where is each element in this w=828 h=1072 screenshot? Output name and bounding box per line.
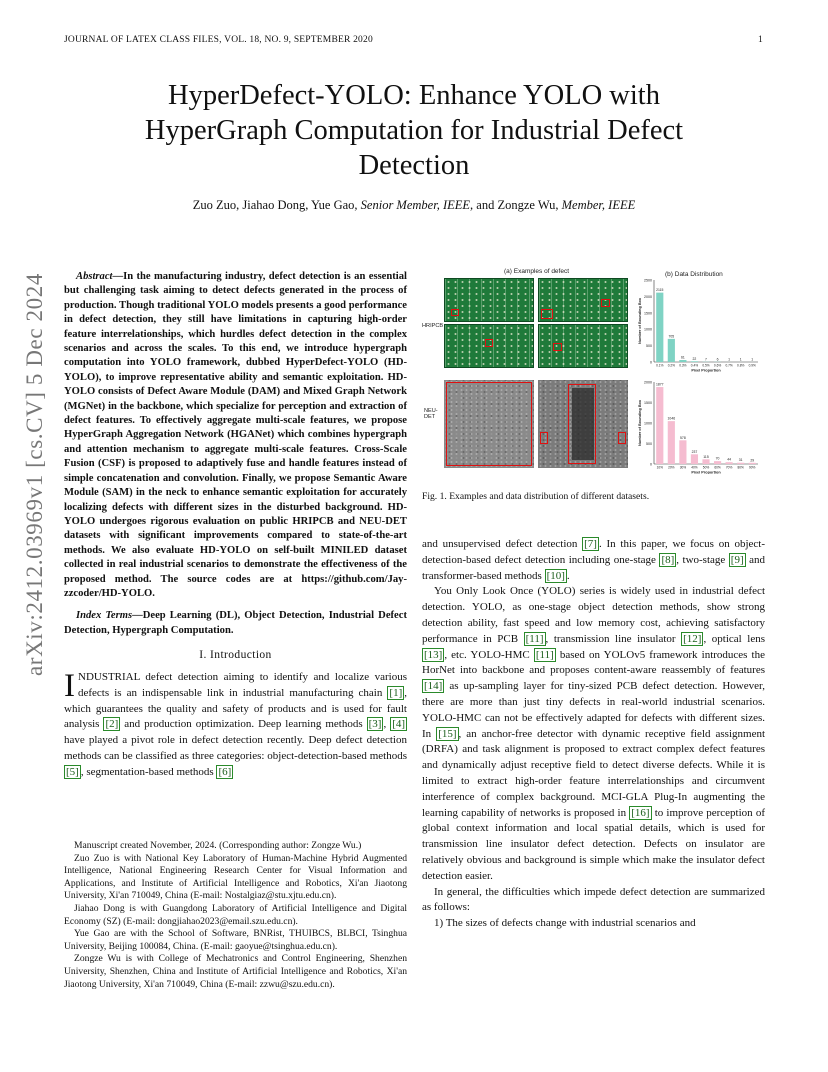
- x-tick-label: 0.3%: [679, 363, 687, 368]
- figure-1: [420, 268, 765, 473]
- x-tick-label: 0.9%: [748, 363, 756, 368]
- y-tick-label: 500: [646, 442, 652, 446]
- bar: [749, 463, 756, 464]
- x-tick-label: 0.6%: [713, 363, 722, 368]
- bar-value-label: 1046: [667, 416, 676, 421]
- citation-link[interactable]: [13]: [424, 648, 443, 661]
- footnotes: [64, 840, 407, 991]
- y-tick-label: 1000: [644, 421, 652, 426]
- citation-link[interactable]: [3]: [368, 718, 382, 731]
- paragraph: 1) The sizes of defects change with industrial scenarios and: [434, 917, 696, 930]
- bar: [691, 361, 698, 362]
- bar-value-label: 237: [691, 449, 698, 454]
- pcb-image: [538, 278, 628, 322]
- bar-value-label: 44: [727, 457, 732, 462]
- bar: [668, 339, 675, 362]
- x-tick-label: 0.1%: [656, 363, 664, 368]
- bar: [737, 463, 744, 464]
- bar-value-label: 2115: [656, 288, 664, 293]
- y-tick-label: 1500: [644, 401, 652, 405]
- x-tick-label: 0.2%: [667, 363, 675, 368]
- citation-link[interactable]: [2]: [105, 718, 119, 731]
- row-label-neudet: NEU-DET: [424, 408, 438, 421]
- row-label-hripcb: HRIPCB: [422, 323, 444, 329]
- footnote: Jiahao Dong is with Guangdong Laboratory of Artificial Intelligence and Digital Economy (SZ) (E-mail: dongjiahao2023@email.szu.edu.cn).: [64, 902, 407, 927]
- x-tick-label: 0.4%: [690, 363, 699, 368]
- bar: [656, 293, 663, 362]
- footnote: Yue Gao are with the School of Software, BNRist, THUIBCS, BLBCI, Tsinghua University, Beijing 100084, China. (E-mail: gaoyue@tsinghua.edu.cn).: [64, 928, 407, 952]
- bar-value-label: 6: [716, 357, 719, 362]
- bar-value-label: 31: [738, 458, 743, 463]
- citation-link[interactable]: [6]: [218, 765, 232, 778]
- bar: [679, 360, 686, 362]
- bar: [656, 387, 663, 464]
- bar-value-label: 61: [680, 355, 685, 360]
- bar-value-label: 578: [680, 435, 686, 440]
- data-distribution-charts: [630, 276, 765, 474]
- y-tick-label: 1500: [644, 311, 652, 316]
- y-tick-label: 0: [650, 360, 652, 365]
- abstract: Abstract—In the manufacturing industry, defect detection is an essential but challenging task aiming to detect defects generated in the process of production. Though traditional YOLO models presents a good performance in defect detection, they still have limitations in capturing high-order feature interrelationships, which hurdles defect detection in the complex scenarios and across the scales. To this end, we introduce hypergraph computation into YOLO framework, dubbed HyperDefect-YOLO (HD-YOLO), to improve representative ability and semantic exploitation. HD-YOLO consists of Defect Aware Module (DAM) and Mixed Graph Network (MGNet) in the backbone, which specialize for perception and extraction of defect features. To effectively aggregate multi-scale features, we propose HyperGraph Aggregation Network (HGANet) which combines hypergraph and attention mechanism to aggregate multi-scale features. Cross-Scale Fusion (CSF) is proposed to adaptively fuse and handle features instead of simple concatenation and convolution. Finally, we propose Semantic Aware Module (SAM) in the neck to enhance semantic exploitation for accurately localizing defects with different sizes in the disturbed background. HD-YOLO undergoes rigorous evaluation on public HRIPCB and NEU-DET datasets with significant improvements compared to state-of-the-art methods. We also evaluate HD-YOLO on self-built MINILED dataset collected in real industrial scenarios to demonstrate the effectiveness of the proposed method. The source codes are at https://github.com/Jay-zzcoder/HD-YOLO.: [64, 271, 407, 599]
- bar-value-label: 115: [703, 454, 709, 459]
- x-tick-label: 90%: [749, 465, 756, 470]
- x-axis-label: Pixel Proportion: [691, 470, 721, 474]
- x-tick-label: 60%: [714, 465, 721, 470]
- footnote: Zuo Zuo is with National Key Laboratory of Human-Machine Hybrid Augmented Intelligence, National Engineering Research Center for Visual Information and Applications, and Institute of Artificial Intelligence and Robotics, Xi'an Jiaotong University, Xi'an 710049, China (E-mail: Nostalgiaz@stu.xjtu.edu.cn).: [64, 852, 407, 902]
- x-axis-label: Pixel Proportion: [691, 368, 721, 373]
- bar-value-label: 705: [668, 334, 675, 339]
- bar-value-label: 29: [750, 458, 755, 463]
- bar: [679, 440, 686, 464]
- y-axis-label: Number of Bounding Box: [638, 400, 642, 446]
- drop-cap: I: [64, 667, 75, 704]
- citation-link[interactable]: [14]: [424, 680, 443, 693]
- chart-hripcb: [638, 279, 758, 373]
- x-tick-label: 30%: [679, 465, 687, 470]
- paragraph: You Only Look Once (YOLO) series is widely used in industrial defect detection. YOLO, as one-stage object detection methods, show strong detection ability, fast speed and low memory cost, achieving satisfactory performance in PCB [11] , transmission line insulator [12] , optical lens [13] , etc. YOLO-HMC [11] based on YOLOv5 framework introduces the HorNet into backbone and proposes content-aware reassembly of features [14] as up-sampling layer for tiny-sized PCB defect detection. However, there are more than just tiny defects in real-world industrial scenarios. YOLO-HMC can not be effectively adapted for defects with different sizes. In [15] , an anchor-free detector with dynamic receptive field assignment (DRFA) and task alignment is proposed to extract complex defect features and dynamically adjust receptive field to detect diverse defects. While it is limited to extract high-order feature interrelationships and circumvent interference of complex background. MCI-GLA Plug-In augmenting the learning capability of networks is proposed in [16] to improve perception of global context information and local spatial details, which is used for transmission line insulator defect detection. Defects on insulator are relatively obvious and background is simple which make the insulator defect detection easier.: [422, 585, 766, 882]
- x-tick-label: 0.5%: [702, 363, 710, 368]
- chart-neudet: [638, 381, 758, 475]
- intro-paragraph: INDUSTRIAL defect detection aiming to identify and localize various defects is an indispensable link in industrial manufacturing chain [1] , which guarantees the quality and safety of products and is used for fault analysis [2] and production optimization. Deep learning methods [3] , [4] have played a pivot role in defect detection recently. Deep defect detection methods can be classified as three categories: object-detection-based methods [5] , segmentation-based methods [6]: [64, 667, 407, 778]
- steel-defect-image: [444, 380, 534, 468]
- x-tick-label: 80%: [737, 465, 744, 470]
- citation-link[interactable]: [10]: [546, 569, 565, 582]
- citation-link[interactable]: [15]: [438, 727, 457, 740]
- left-column: [64, 270, 407, 781]
- citation-link[interactable]: [8]: [661, 553, 675, 566]
- figure-caption: Fig. 1. Examples and data distribution of different datasets.: [422, 491, 650, 502]
- arxiv-stamp: arXiv:2412.03969v1 [cs.CV] 5 Dec 2024: [22, 273, 47, 676]
- section-heading: I. Introduction: [199, 649, 272, 662]
- bar-value-label: 7: [705, 357, 707, 362]
- citation-link[interactable]: [11]: [525, 632, 544, 645]
- x-tick-label: 0.7%: [725, 363, 733, 368]
- y-tick-label: 500: [646, 344, 652, 349]
- right-column: [422, 537, 765, 932]
- bar-value-label: 1: [751, 357, 754, 362]
- bar: [668, 421, 675, 464]
- page-number: 1: [758, 35, 763, 45]
- bar: [714, 461, 721, 464]
- x-tick-label: 40%: [691, 465, 698, 470]
- y-tick-label: 2000: [644, 380, 652, 385]
- citation-link[interactable]: [9]: [730, 553, 744, 566]
- citation-link[interactable]: [16]: [631, 806, 650, 819]
- bar: [726, 462, 733, 464]
- x-tick-label: 50%: [702, 465, 710, 470]
- running-header: JOURNAL OF LATEX CLASS FILES, VOL. 18, NO. 9, SEPTEMBER 2020: [64, 35, 373, 45]
- y-tick-label: 2500: [644, 278, 652, 283]
- x-tick-label: 0.8%: [737, 363, 745, 368]
- citation-link[interactable]: [11]: [535, 648, 554, 661]
- y-tick-label: 1000: [644, 327, 652, 332]
- citation-link[interactable]: [12]: [683, 632, 702, 645]
- citation-link[interactable]: [1]: [389, 686, 403, 699]
- x-tick-label: 20%: [668, 465, 675, 470]
- paper-title: HyperDefect-YOLO: Enhance YOLO with HyperGraph Computation for Industrial Defect Detection: [144, 80, 684, 181]
- citation-link[interactable]: [7]: [584, 538, 597, 550]
- bar: [702, 459, 709, 464]
- pcb-image: [444, 278, 534, 322]
- pcb-image: [444, 324, 534, 368]
- pcb-image: [538, 324, 628, 368]
- steel-defect-image: [538, 380, 628, 468]
- paragraph: and unsupervised defect detection [7] . In this paper, we focus on object-detection-based defect detection including one-stage [8] , two-stage [9] and transformer-based methods [10] .: [422, 538, 766, 582]
- y-tick-label: 0: [650, 462, 652, 467]
- bar-value-label: 1: [728, 357, 731, 362]
- authors: Zuo Zuo, Jiahao Dong, Yue Gao, Senior Member, IEEE, and Zongze Wu, Member, IEEE: [192, 198, 636, 212]
- y-tick-label: 2000: [644, 294, 652, 299]
- bar-value-label: 1: [739, 357, 742, 362]
- index-terms: Index Terms—Deep Learning (DL), Object Detection, Industrial Defect Detection, Hypergraph Computation.: [64, 610, 407, 636]
- citation-link[interactable]: [5]: [66, 765, 79, 778]
- bar-value-label: 70: [715, 456, 720, 461]
- bar-value-label: 22: [692, 356, 697, 361]
- paragraph: In general, the difficulties which impede defect detection are summarized as follows:: [422, 885, 765, 914]
- citation-link[interactable]: [4]: [392, 718, 406, 731]
- x-tick-label: 10%: [656, 465, 663, 470]
- figure-label-b: (b) Data Distribution: [665, 271, 723, 278]
- bar: [691, 454, 698, 464]
- y-axis-label: Number of Bounding Box: [638, 298, 642, 344]
- footnote: Zongze Wu is with College of Mechatronics and Control Engineering, Shenzhen University, Shenzhen, China and Institute of Artificial Intelligence and Robotics, Xi'an Jiaotong University, Xi'an 710049, China (E-mail: zzwu@szu.edu.cn).: [64, 953, 407, 990]
- figure-label-a: (a) Examples of defect: [504, 268, 570, 275]
- x-tick-label: 70%: [725, 465, 733, 470]
- footnote: Manuscript created November, 2024. (Corresponding author: Zongze Wu.): [74, 840, 362, 851]
- bar-value-label: 1877: [656, 382, 664, 387]
